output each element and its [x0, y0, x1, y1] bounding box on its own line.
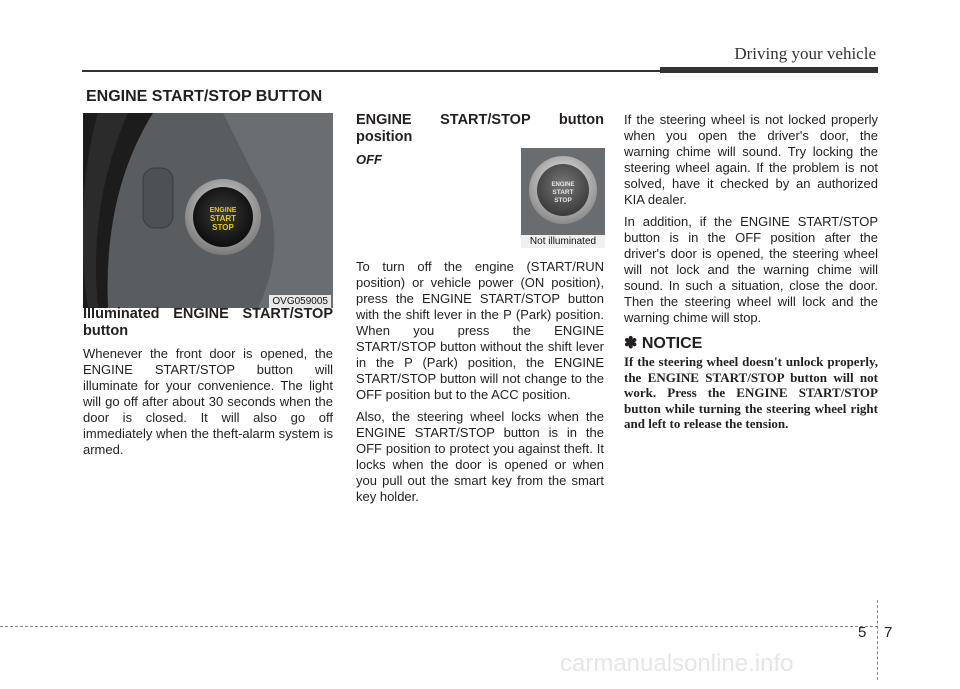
button-text-start: START: [209, 214, 237, 223]
off-paragraph-1: To turn off the engine (START/RUN position) or vehicle power (ON position), press the ENGINE START/STOP button with the shift lever in the P (Park) position. When you press the ENGINE START/STOP button without the shift lever in the P (Park) position, the ENGINE START/STOP button will not change to the OFF position but to the ACC position.: [356, 259, 604, 402]
button-text-engine: ENGINE: [209, 207, 237, 214]
column-1: [83, 306, 333, 464]
steering-paragraph-1: If the steering wheel is not locked properly when you open the driver's door, the warning chime will sound. Try locking the steering wheel again. If the problem is not solved, have it checked by an authorized KIA dealer.: [624, 112, 878, 207]
button2-text-start: START: [552, 189, 574, 196]
illuminated-button-photo: [83, 113, 333, 308]
footer-divider: [877, 600, 878, 680]
not-illuminated-button-photo: [521, 148, 605, 248]
button2-text-stop: STOP: [554, 197, 572, 204]
image-code: OVG059005: [269, 295, 331, 308]
footer-rule: [0, 626, 878, 627]
section-title: ENGINE START/STOP BUTTON: [86, 88, 323, 105]
steering-wheel-photo-icon: [83, 113, 333, 308]
steering-paragraph-2: In addition, if the ENGINE START/STOP button is in the OFF position after the driver's door is opened, the steering wheel will not lock and the warning chime will sound. In such a situation, close the door. Then the steering wheel will lock and the warning chime will stop.: [624, 214, 878, 325]
header-title: Driving your vehicle: [734, 44, 876, 63]
page-number: 7: [884, 624, 893, 641]
header-rule-thick: [660, 67, 878, 73]
photo-caption: Not illuminated: [521, 235, 605, 248]
watermark: carmanualsonline.info: [560, 650, 794, 677]
chapter-number: 5: [858, 624, 867, 641]
illuminated-heading: Illuminated ENGINE START/STOP button: [83, 306, 333, 339]
off-paragraph-2: Also, the steering wheel locks when the ENGINE START/STOP button is in the OFF position to protect you against theft. It locks when the door is opened or when you pull out the smart key from the smart key holder.: [356, 409, 604, 504]
start-stop-button-icon: [521, 148, 605, 248]
notice-title: ✽ NOTICE: [624, 335, 703, 352]
button-position-heading: ENGINE START/STOP button position: [356, 112, 604, 145]
button-text-stop: STOP: [212, 223, 234, 232]
illuminated-paragraph: Whenever the front door is opened, the ENGINE START/STOP button will illuminate for your convenience. The light will go off after about 30 seconds when the door is closed. It will also go off immediately when the theft-alarm system is armed.: [83, 346, 333, 457]
button2-text-engine: ENGINE: [551, 182, 575, 188]
notice-body: If the steering wheel doesn't unlock properly, the ENGINE START/STOP button will not work. Press the ENGINE START/STOP button while turning the steering wheel right and left to release the tension.: [624, 354, 878, 431]
column-3: [624, 112, 878, 432]
off-subheading: OFF: [356, 152, 382, 167]
header-rule: [82, 70, 660, 72]
